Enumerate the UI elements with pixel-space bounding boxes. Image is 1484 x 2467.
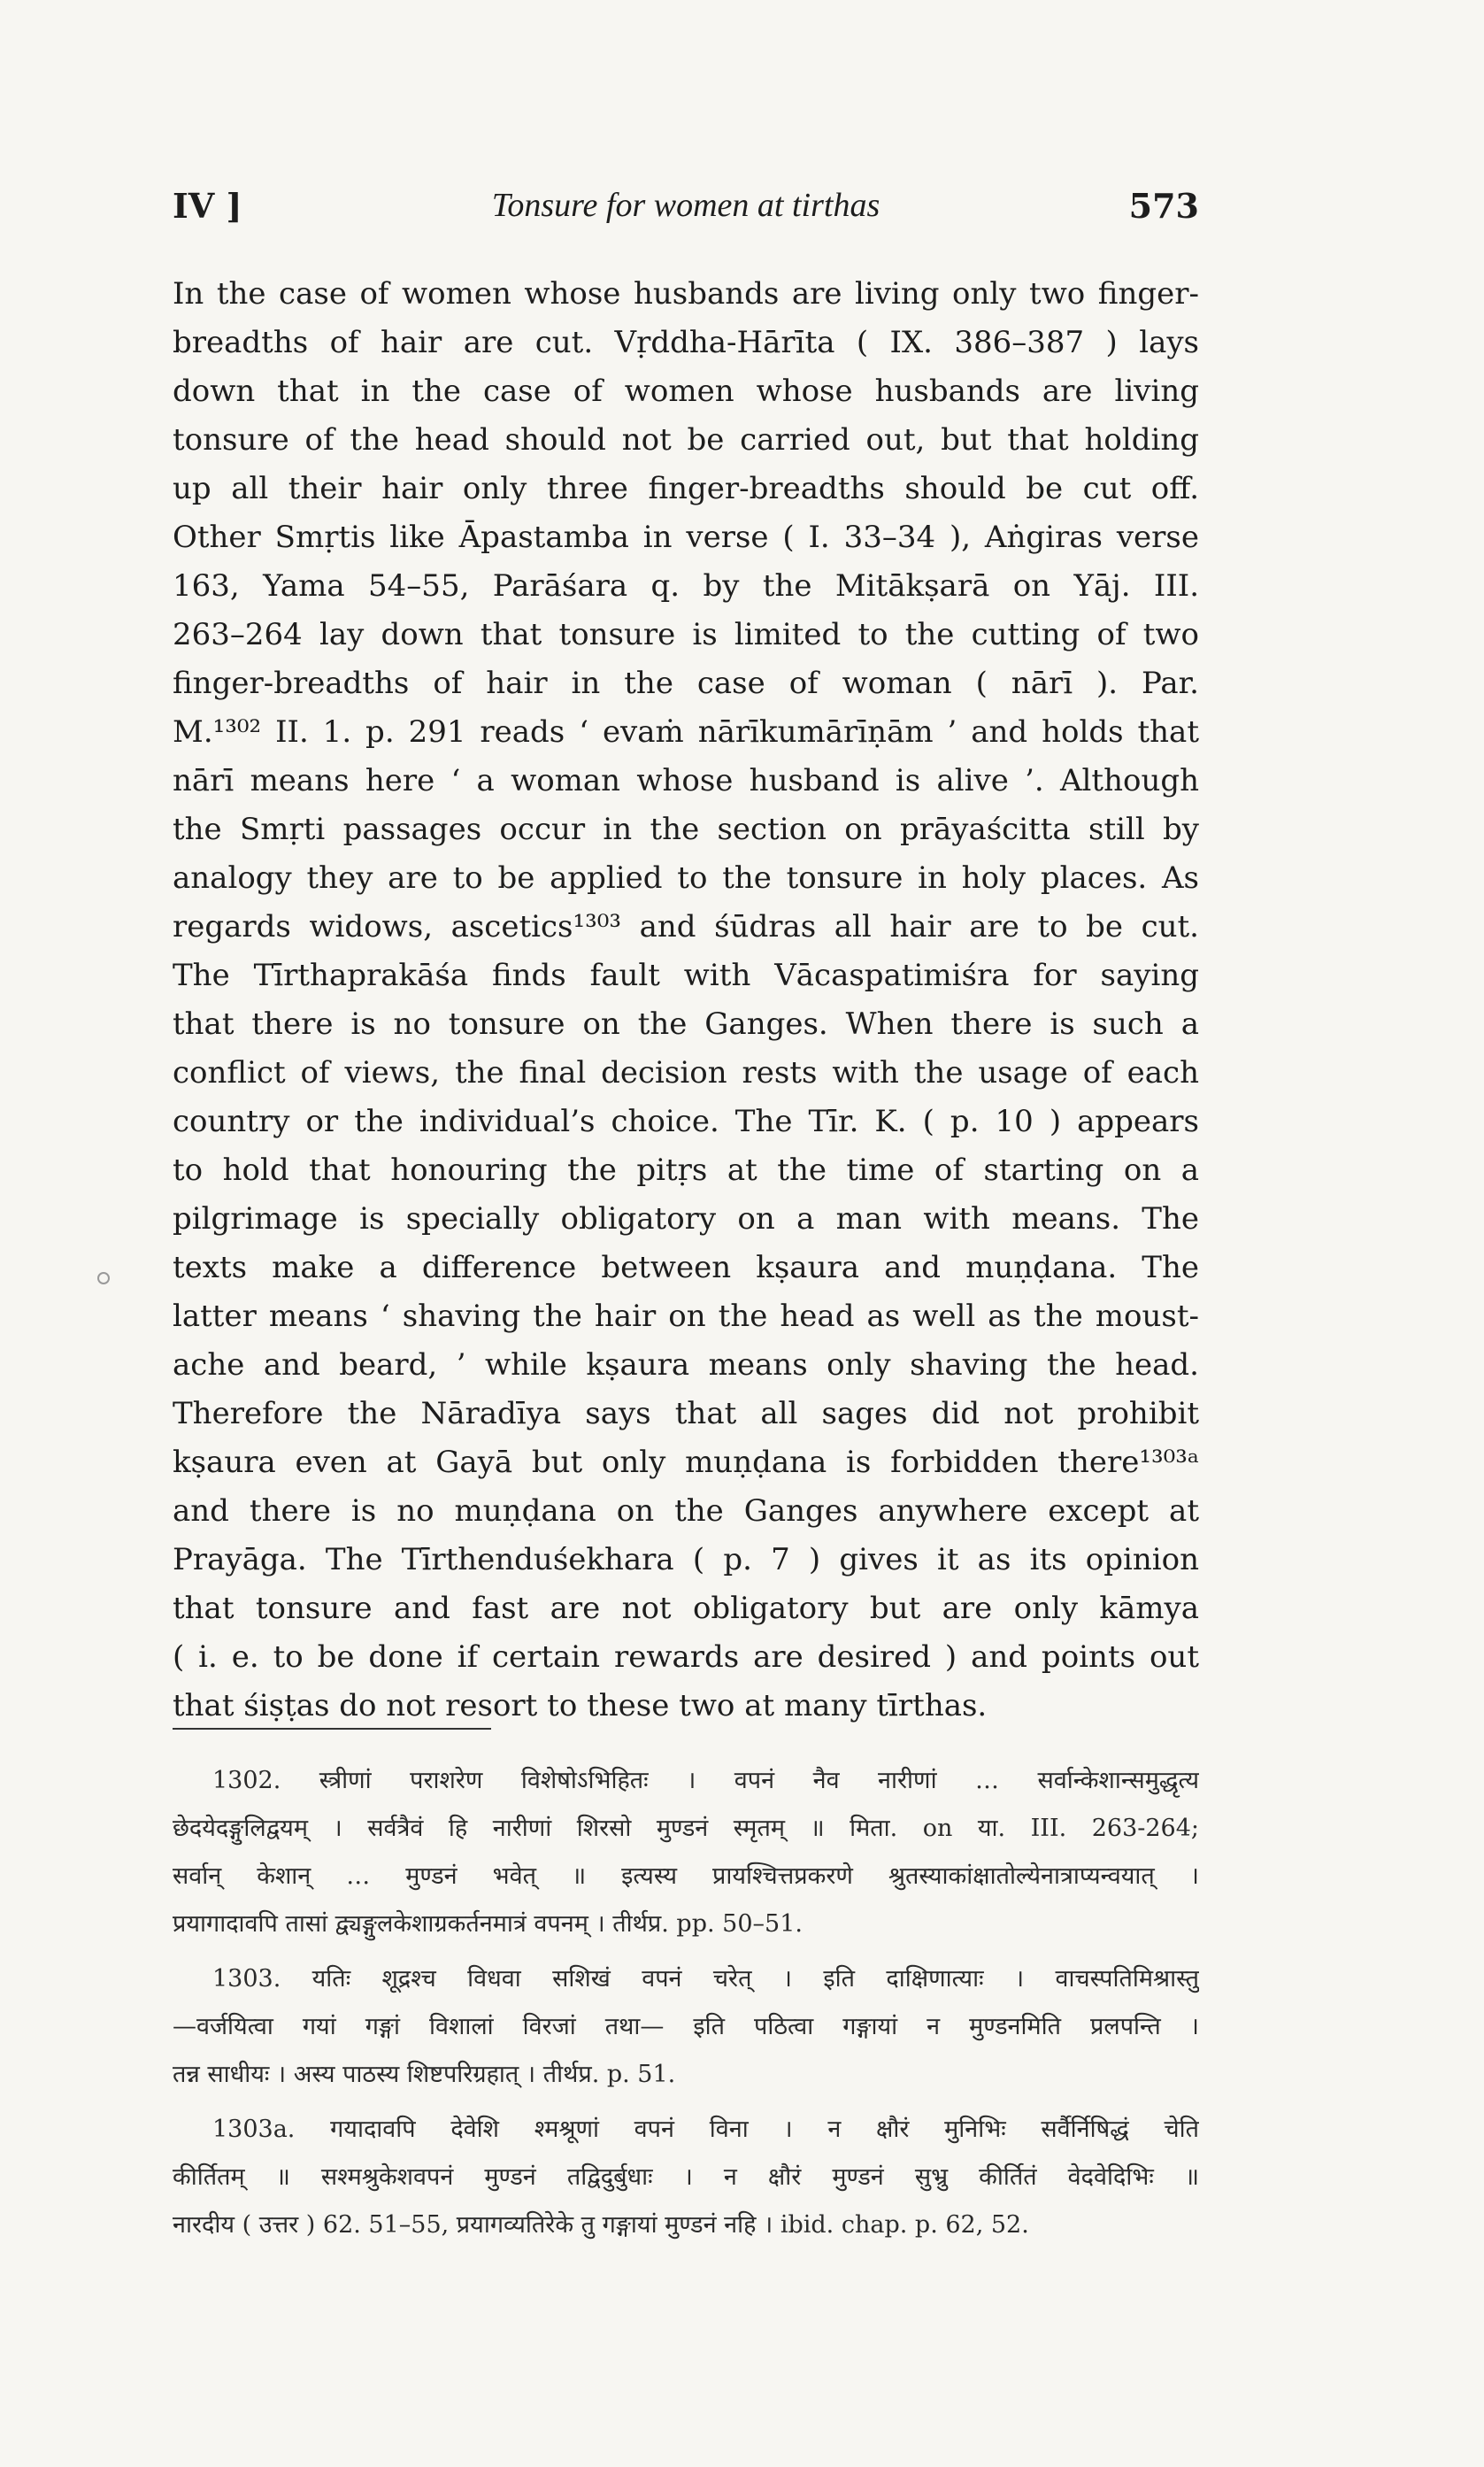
page-number: 573 (1128, 186, 1199, 226)
body-line: that there is no tonsure on the Ganges. When there is such a (173, 1006, 1199, 1042)
body-line: nārī means here ‘ a woman whose husband is alive ’. Although (173, 763, 1199, 798)
footnotes (173, 1757, 1199, 2249)
running-header (173, 186, 1199, 239)
footnote-line: कीर्तितम् ॥ सश्मश्रुकेशवपनं मुण्डनं तद्विदुर्बुधाः । न क्षौरं मुण्डनं सुभ्रु कीर्तितं वेदवेदिभिः ॥ (173, 2163, 1199, 2191)
running-title: Tonsure for women at tirthas (491, 187, 880, 224)
footnote-separator (173, 1728, 491, 1730)
footnote-1303a (173, 2106, 1199, 2249)
body-line: tonsure of the head should not be carried out, but that holding (173, 422, 1199, 458)
body-line: ( i. e. to be done if certain rewards are desired ) and points out (173, 1639, 1199, 1675)
body-line: The Tīrthaprakāśa finds fault with Vācaspatimiśra for saying (173, 958, 1199, 993)
body-line: latter means ‘ shaving the hair on the head as well as the moust- (173, 1299, 1199, 1334)
body-line: pilgrimage is specially obligatory on a man with means. The (173, 1201, 1199, 1237)
body-line: 263–264 lay down that tonsure is limited to the cutting of two (173, 617, 1199, 652)
footnote-line: 1303. यतिः शूद्रश्च विधवा सशिखं वपनं चरेत् । इति दाक्षिणात्याः । वाचस्पतिमिश्रास्तु (212, 1965, 1199, 1993)
footnote-line: 1302. स्त्रीणां पराशरेण विशेषोऽभिहितः । वपनं नैव नारीणां … सर्वान्केशान्समुद्धृत्य (212, 1767, 1199, 1794)
body-line: and there is no muṇḍana on the Ganges anywhere except at (173, 1493, 1199, 1529)
margin-mark (97, 1272, 110, 1284)
body-line: down that in the case of women whose husbands are living (173, 374, 1199, 409)
body-line: 163, Yama 54–55, Parāśara q. by the Mitākṣarā on Yāj. III. (173, 568, 1199, 604)
body-line: that tonsure and fast are not obligatory but are only kāmya (173, 1591, 1199, 1626)
footnote-line: प्रयागादावपि तासां द्व्यङ्गुलकेशाग्रकर्तनमात्रं वपनम् । तीर्थप्र. pp. 50–51. (173, 1910, 803, 1938)
body-line: the Smṛti passages occur in the section on prāyaścitta still by (173, 812, 1199, 847)
footnote-1303 (173, 1955, 1199, 2099)
footnote-line: 1303a. गयादावपि देवेशि श्मश्रूणां वपनं विना । न क्षौरं मुनिभिः सर्वैर्निषिद्धं चेति (212, 2116, 1199, 2143)
footnote-line: छेदयेदङ्गुलिद्वयम् । सर्वत्रैवं हि नारीणां शिरसो मुण्डनं स्मृतम् ॥ मिता. on या. III. 263-264; (173, 1815, 1199, 1842)
main-paragraph (173, 270, 1199, 1731)
footnote-line: —वर्जयित्वा गयां गङ्गां विशालां विरजां तथा— इति पठित्वा गङ्गायां न मुण्डनमिति प्रलपन्ति । (173, 2013, 1199, 2040)
chapter-marker: IV ] (173, 186, 242, 226)
body-line: In the case of women whose husbands are living only two finger- (173, 276, 1199, 312)
footnote-line: सर्वान् केशान् … मुण्डनं भवेत् ॥ इत्यस्य प्रायश्चित्तप्रकरणे श्रुतस्याकांक्षातोल्येनात्राप्यन्वयात् । (173, 1862, 1199, 1890)
body-line: texts make a difference between kṣaura and muṇḍana. The (173, 1250, 1199, 1285)
body-line: to hold that honouring the pitṛs at the time of starting on a (173, 1153, 1199, 1188)
body-line: kṣaura even at Gayā but only muṇḍana is forbidden there¹³⁰³ᵃ (173, 1445, 1199, 1480)
footnote-gap (173, 2099, 1199, 2106)
body-line: M.¹³⁰² II. 1. p. 291 reads ‘ evaṁ nārīkumārīṇām ’ and holds that (173, 714, 1199, 750)
footnote-gap (173, 1948, 1199, 1955)
footnote-line: तन्न साधीयः । अस्य पाठस्य शिष्टपरिग्रहात् । तीर्थप्र. p. 51. (173, 2061, 676, 2088)
body-line: that śiṣṭas do not resort to these two at many tīrthas. (173, 1688, 988, 1723)
body-line: analogy they are to be applied to the tonsure in holy places. As (173, 860, 1199, 896)
body-line: Prayāga. The Tīrthenduśekhara ( p. 7 ) gives it as its opinion (173, 1542, 1199, 1577)
body-line: Other Smṛtis like Āpastamba in verse ( I. 33–34 ), Aṅgiras verse (173, 520, 1199, 555)
body-line: country or the individual’s choice. The Tīr. K. ( p. 10 ) appears (173, 1104, 1199, 1139)
body-line: breadths of hair are cut. Vṛddha-Hārīta ( IX. 386–387 ) lays (173, 325, 1199, 360)
body-line: conflict of views, the final decision rests with the usage of each (173, 1055, 1199, 1091)
footnote-line: नारदीय ( उत्तर ) 62. 51–55, प्रयागव्यतिरेके तु गङ्गायां मुण्डनं नहि । ibid. chap. p. 62, 52. (173, 2211, 1029, 2239)
body-line: regards widows, ascetics¹³⁰³ and śūdras all hair are to be cut. (173, 909, 1199, 944)
body-line: ache and beard, ’ while kṣaura means only shaving the head. (173, 1347, 1199, 1383)
body-line: up all their hair only three finger-breadths should be cut off. (173, 471, 1199, 506)
body-line: finger-breadths of hair in the case of woman ( nārī ). Par. (173, 666, 1199, 701)
footnote-1302 (173, 1757, 1199, 1948)
body-line: Therefore the Nāradīya says that all sages did not prohibit (173, 1396, 1199, 1431)
